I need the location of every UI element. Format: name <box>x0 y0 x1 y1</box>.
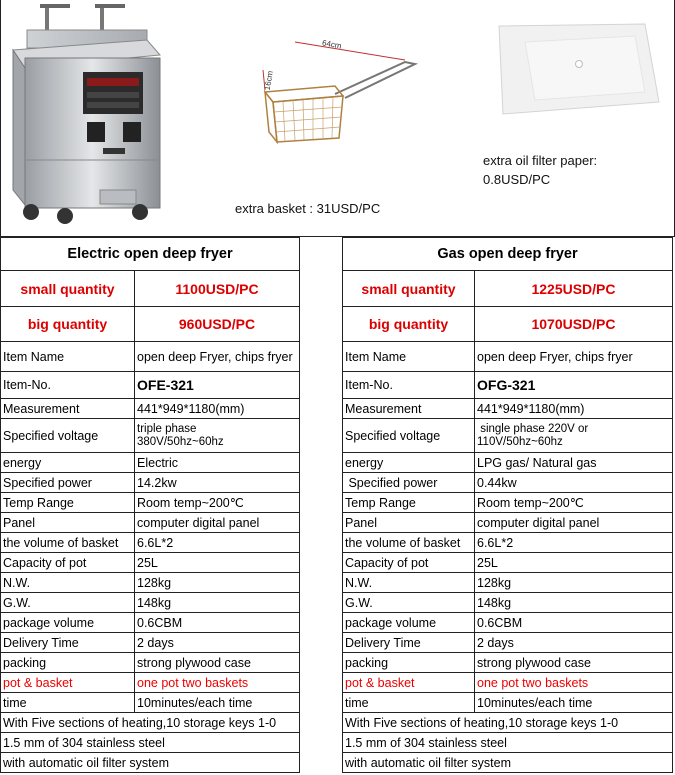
spec-label: Delivery Time <box>1 633 135 653</box>
spec-value: 441*949*1180(mm) <box>135 399 300 419</box>
spec-label: packing <box>1 653 135 673</box>
gas-feature-heating: With Five sections of heating,10 storage keys 1-0 <box>343 713 673 733</box>
spec-value: open deep Fryer, chips fryer <box>135 342 300 372</box>
spec-value <box>135 419 300 453</box>
voltage-line-1: triple phase <box>137 422 197 435</box>
spec-value: 10minutes/each time <box>475 693 673 713</box>
spec-label: time <box>1 693 135 713</box>
spec-label: Temp Range <box>343 493 475 513</box>
spec-value: 25L <box>135 553 300 573</box>
product-images-area <box>0 0 675 236</box>
spec-value: strong plywood case <box>135 653 300 673</box>
gas-small-qty-price: 1225USD/PC <box>475 271 673 307</box>
spec-value: one pot two baskets <box>475 673 673 693</box>
spec-label: Specified voltage <box>1 419 135 453</box>
electric-feature-filter: with automatic oil filter system <box>1 753 300 773</box>
electric-feature-steel: 1.5 mm of 304 stainless steel <box>1 733 300 753</box>
spec-label: the volume of basket <box>1 533 135 553</box>
gas-table-title: Gas open deep fryer <box>343 238 673 271</box>
electric-fryer-table <box>0 237 300 773</box>
basket-dim-length: 64cm <box>321 38 343 51</box>
spec-label: Item Name <box>343 342 475 372</box>
spec-label: packing <box>343 653 475 673</box>
spec-label: Panel <box>1 513 135 533</box>
electric-feature-heating: With Five sections of heating,10 storage keys 1-0 <box>1 713 300 733</box>
spec-label: Specified power <box>343 473 475 493</box>
spec-label: pot & basket <box>1 673 135 693</box>
spec-value: 0.44kw <box>475 473 673 493</box>
electric-big-qty-price: 960USD/PC <box>135 307 300 342</box>
spec-value: computer digital panel <box>135 513 300 533</box>
gas-big-qty-label: big quantity <box>343 307 475 342</box>
spec-label: Delivery Time <box>343 633 475 653</box>
spec-label: package volume <box>1 613 135 633</box>
divider <box>0 0 1 236</box>
spec-value: 2 days <box>135 633 300 653</box>
spec-value: 148kg <box>135 593 300 613</box>
spec-value: 0.6CBM <box>475 613 673 633</box>
gas-item-number: OFG-321 <box>475 372 673 399</box>
spec-label: Measurement <box>1 399 135 419</box>
spec-label: G.W. <box>1 593 135 613</box>
electric-small-qty-label: small quantity <box>1 271 135 307</box>
spec-label: N.W. <box>343 573 475 593</box>
gas-feature-steel: 1.5 mm of 304 stainless steel <box>343 733 673 753</box>
electric-table-title: Electric open deep fryer <box>1 238 300 271</box>
deep-fryer-image <box>5 0 165 225</box>
spec-value: 6.6L*2 <box>475 533 673 553</box>
voltage-line-1: single phase 220V or <box>477 422 589 435</box>
spec-value: one pot two baskets <box>135 673 300 693</box>
spec-label: Specified voltage <box>343 419 475 453</box>
spec-value: Room temp~200℃ <box>135 493 300 513</box>
spec-label: N.W. <box>1 573 135 593</box>
filter-paper-image <box>495 22 665 117</box>
spec-value: 128kg <box>475 573 673 593</box>
spec-label: Panel <box>343 513 475 533</box>
spec-label: Item-No. <box>343 372 475 399</box>
filter-paper-caption-line1: extra oil filter paper: <box>483 153 598 168</box>
spec-value: 6.6L*2 <box>135 533 300 553</box>
voltage-line-2: 380V/50hz~60hz <box>137 435 224 448</box>
voltage-line-2: 110V/50hz~60hz <box>477 435 563 448</box>
spec-value: Room temp~200℃ <box>475 493 673 513</box>
spec-value: 0.6CBM <box>135 613 300 633</box>
spec-value: 14.2kw <box>135 473 300 493</box>
spec-label: Capacity of pot <box>343 553 475 573</box>
spec-value: computer digital panel <box>475 513 673 533</box>
spec-label: time <box>343 693 475 713</box>
spec-label: Temp Range <box>1 493 135 513</box>
spec-value: 441*949*1180(mm) <box>475 399 673 419</box>
spec-label: the volume of basket <box>343 533 475 553</box>
spec-label: energy <box>343 453 475 473</box>
gas-big-qty-price: 1070USD/PC <box>475 307 673 342</box>
spec-label: Item-No. <box>1 372 135 399</box>
spec-label: energy <box>1 453 135 473</box>
gas-fryer-table <box>342 237 673 773</box>
spec-value: 148kg <box>475 593 673 613</box>
spec-label: G.W. <box>343 593 475 613</box>
spec-label: package volume <box>343 613 475 633</box>
spec-value: open deep Fryer, chips fryer <box>475 342 673 372</box>
basket-dim-width: 16cm <box>262 70 275 91</box>
filter-paper-caption-line2: 0.8USD/PC <box>483 172 551 187</box>
spec-value: 2 days <box>475 633 673 653</box>
spec-label: Item Name <box>1 342 135 372</box>
spec-value: 25L <box>475 553 673 573</box>
basket-price-caption: extra basket : 31USD/PC <box>235 201 381 216</box>
spec-value <box>475 419 673 453</box>
spec-value: 10minutes/each time <box>135 693 300 713</box>
spec-label: Capacity of pot <box>1 553 135 573</box>
spec-value: 128kg <box>135 573 300 593</box>
spec-label: Specified power <box>1 473 135 493</box>
spec-value: LPG gas/ Natural gas <box>475 453 673 473</box>
spec-value: strong plywood case <box>475 653 673 673</box>
spec-label: Measurement <box>343 399 475 419</box>
electric-big-qty-label: big quantity <box>1 307 135 342</box>
gas-feature-filter: with automatic oil filter system <box>343 753 673 773</box>
spec-value: Electric <box>135 453 300 473</box>
electric-item-number: OFE-321 <box>135 372 300 399</box>
gas-small-qty-label: small quantity <box>343 271 475 307</box>
electric-small-qty-price: 1100USD/PC <box>135 271 300 307</box>
spec-label: pot & basket <box>343 673 475 693</box>
